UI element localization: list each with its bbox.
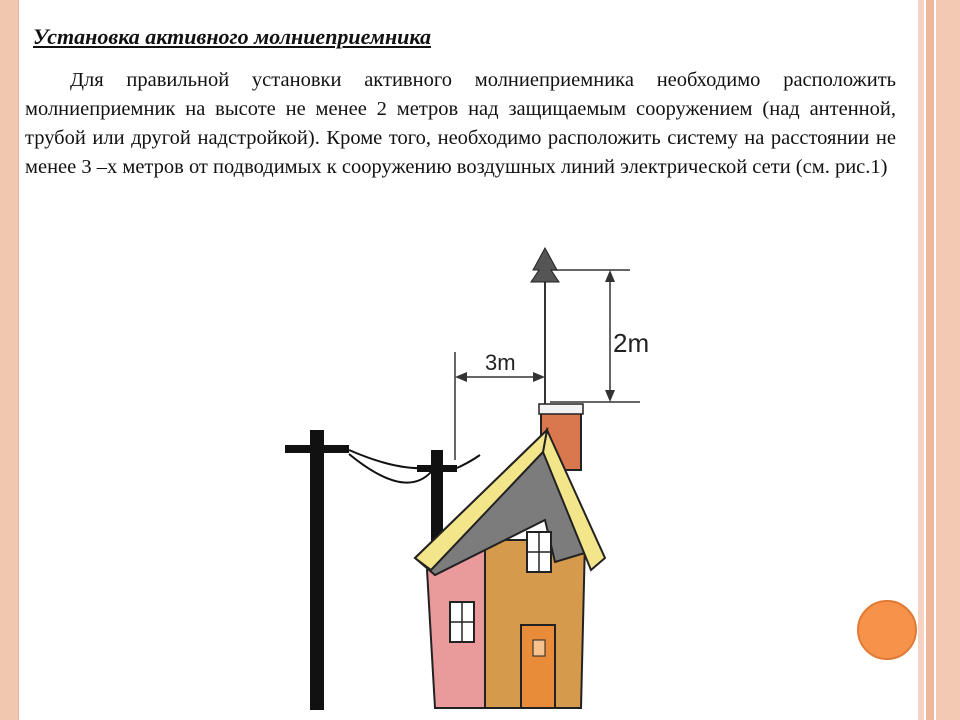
power-wire: [349, 450, 425, 468]
house-door: [521, 625, 555, 708]
slide-title: Установка активного молниеприемника: [33, 24, 432, 49]
power-pole-left-crossarm: [285, 445, 349, 453]
height-label: 2m: [613, 328, 650, 358]
lightning-rod-head: [531, 248, 559, 282]
left-border: [0, 0, 19, 720]
power-wire-to-house: [457, 455, 480, 468]
decorative-circle: [857, 600, 917, 660]
right-stripes: [918, 0, 960, 720]
distance-label: 3m: [485, 350, 516, 375]
lightning-rod-illustration: [255, 240, 675, 710]
body-paragraph: Для правильной установки активного молниеприемника необходимо расположить молниеприемник на высоте не менее 2 метров над защищаемым сооружением (над антенной, трубой или другой надстройкой). Кроме того, необходимо расположить систему на расстоянии не менее 3 –х метров от подводимых к сооружению воздушных линий электрической сети (см. рис.1): [25, 69, 896, 178]
power-pole-left: [310, 430, 324, 710]
